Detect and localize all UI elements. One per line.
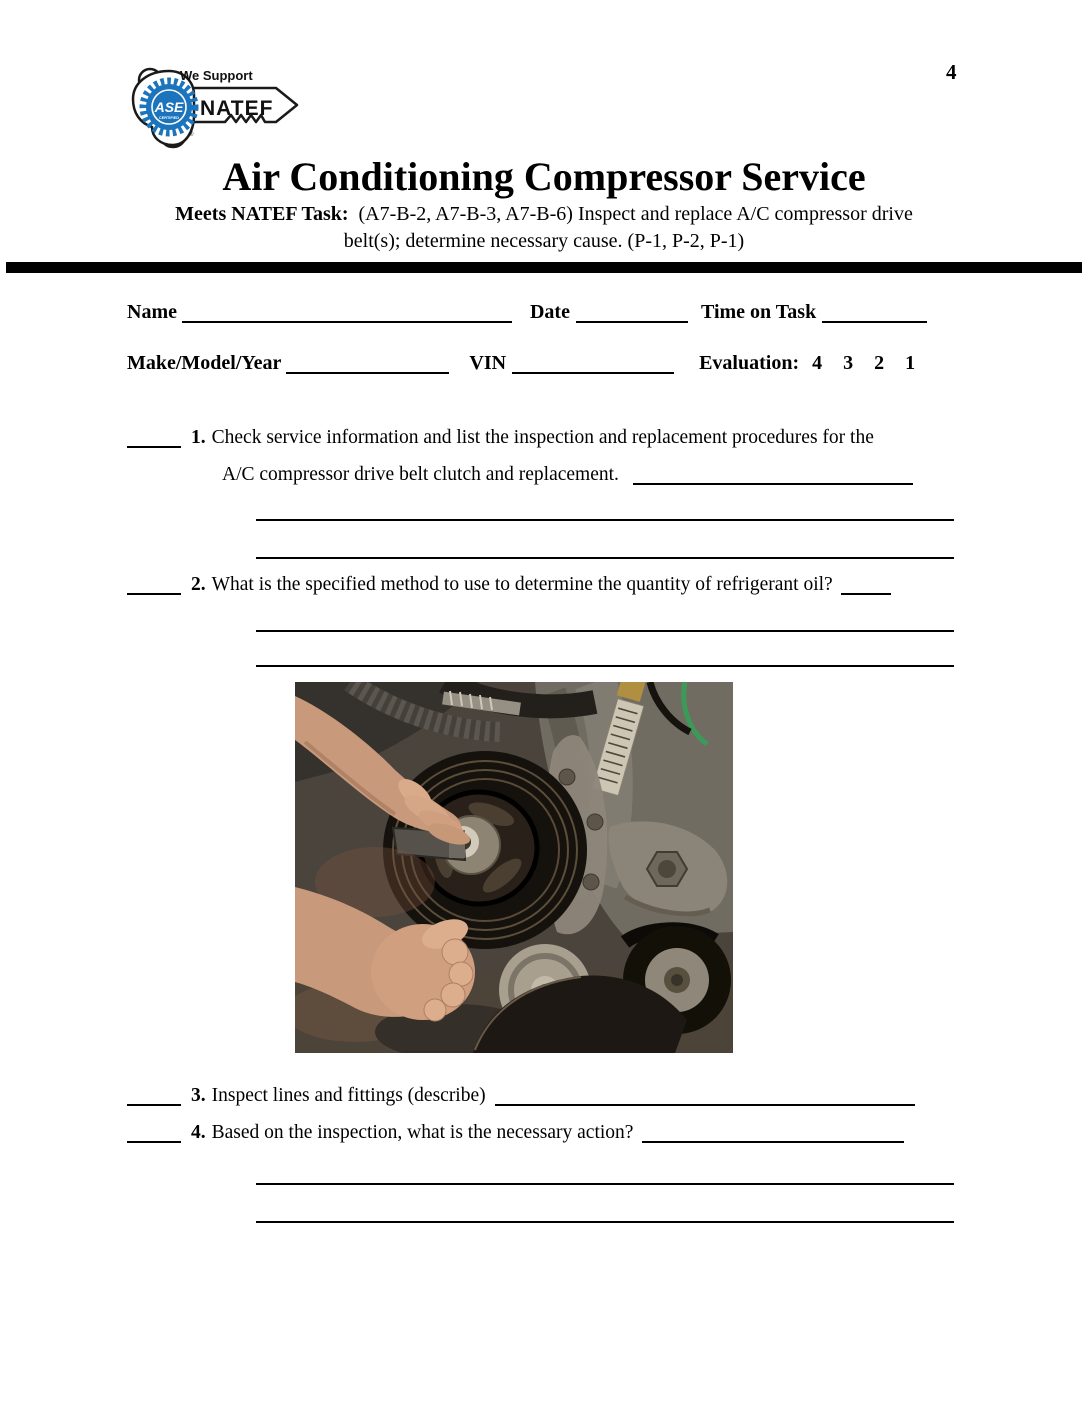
ase-gear-icon xyxy=(143,81,195,133)
doc-title: Air Conditioning Compressor Service xyxy=(222,154,866,199)
page-number: 4 xyxy=(946,60,957,84)
evaluation-score-2: 2 xyxy=(874,352,885,374)
name-label: Name xyxy=(127,301,177,323)
question-2-answer-line xyxy=(256,665,954,667)
question-2-answer-line xyxy=(256,630,954,632)
evaluation-score-1: 1 xyxy=(905,352,916,374)
compressor-service-photo xyxy=(295,682,733,1053)
question-3-score-blank xyxy=(127,1090,181,1106)
question-1 xyxy=(127,419,913,493)
question-1-text-continued: A/C compressor drive belt clutch and replacement. xyxy=(222,464,619,485)
question-4-text: Based on the inspection, what is the necessary action? xyxy=(211,1122,634,1143)
evaluation-score-3: 3 xyxy=(843,352,854,374)
question-1-text: Check service information and list the inspection and replacement procedures for the xyxy=(211,427,874,448)
name-blank xyxy=(182,307,512,323)
vin-label: VIN xyxy=(469,352,507,374)
question-1-number: 1. xyxy=(191,427,206,448)
natef-task-label: Meets NATEF Task: xyxy=(175,203,349,225)
natef-task-line1 xyxy=(0,201,1088,228)
question-2-text: What is the specified method to use to determine the quantity of refrigerant oil? xyxy=(211,574,833,595)
natef-task-block xyxy=(0,201,1088,255)
question-1-answer-blank xyxy=(633,469,913,485)
question-3-number: 3. xyxy=(191,1085,206,1106)
question-4-answer-line xyxy=(256,1221,954,1223)
question-4 xyxy=(127,1120,904,1145)
make-model-year-label: Make/Model/Year xyxy=(127,352,282,374)
question-4-answer-blank xyxy=(642,1127,904,1143)
question-3 xyxy=(127,1083,915,1108)
question-4-score-blank xyxy=(127,1127,181,1143)
header-rule xyxy=(6,262,1082,273)
registered-mark: ® xyxy=(189,132,194,138)
question-2-score-blank xyxy=(127,579,181,595)
evaluation-label: Evaluation: xyxy=(699,352,800,374)
natef-text: NATEF xyxy=(200,97,274,120)
natef-task-text1: (A7-B-2, A7-B-3, A7-B-6) Inspect and replace A/C compressor drive xyxy=(358,203,913,225)
we-support-text: We Support xyxy=(180,68,253,83)
question-1-line-2 xyxy=(127,456,913,493)
form-row-1 xyxy=(127,300,927,325)
question-3-answer-blank xyxy=(495,1090,915,1106)
question-2-answer-blank xyxy=(841,579,891,595)
ase-badge-subtext: CERTIFIED xyxy=(158,116,180,120)
natef-ase-logo xyxy=(128,55,303,150)
question-4-number: 4. xyxy=(191,1122,206,1143)
time-on-task-blank xyxy=(822,307,927,323)
vin-blank xyxy=(512,358,674,374)
question-1-answer-line xyxy=(256,519,954,521)
question-3-text: Inspect lines and fittings (describe) xyxy=(211,1085,486,1106)
evaluation-score-4: 4 xyxy=(812,352,823,374)
question-2 xyxy=(127,572,891,597)
question-1-answer-line xyxy=(256,557,954,559)
form-row-2 xyxy=(127,351,915,376)
make-model-year-blank xyxy=(286,358,449,374)
time-on-task-label: Time on Task xyxy=(700,301,817,323)
question-1-line-1 xyxy=(127,419,913,456)
question-1-score-blank xyxy=(127,432,181,448)
ase-badge-text: ASE xyxy=(154,99,184,115)
date-blank xyxy=(576,307,688,323)
question-2-number: 2. xyxy=(191,574,206,595)
date-label: Date xyxy=(529,301,570,323)
natef-task-line2: belt(s); determine necessary cause. (P-1, P-2, P-1) xyxy=(343,230,745,252)
question-4-answer-line xyxy=(256,1183,954,1185)
